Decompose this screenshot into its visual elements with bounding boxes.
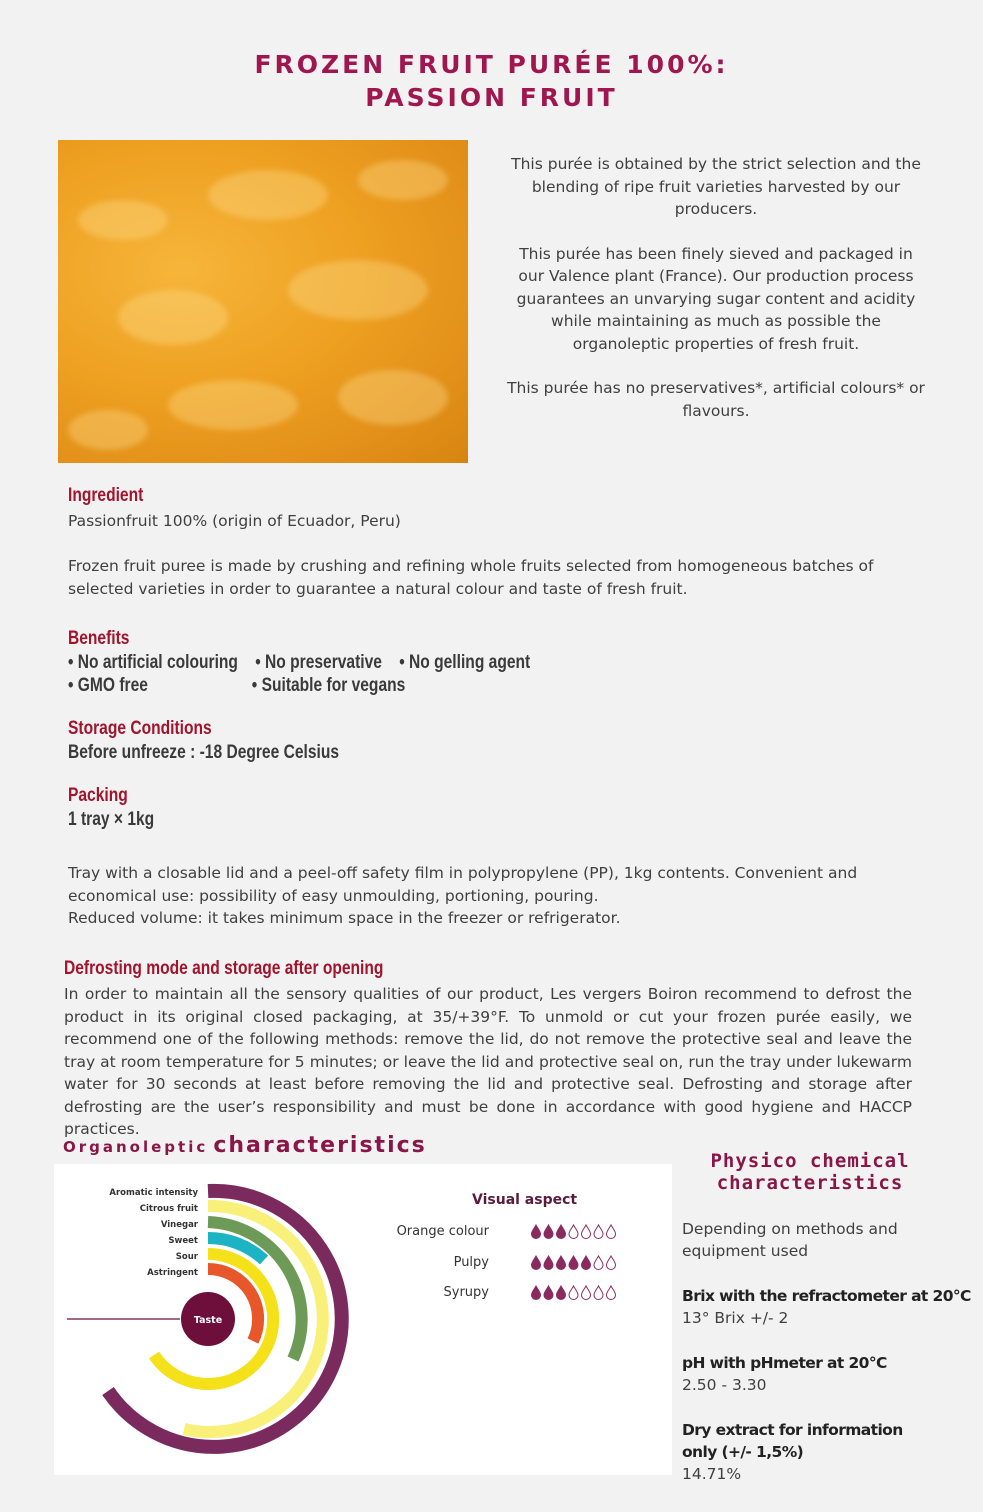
taste-label-sour: Sour	[175, 1252, 198, 1262]
physico-heading-line-1: Physico chemical	[710, 1150, 910, 1172]
title-line-1: FROZEN FRUIT PURÉE 100%:	[254, 50, 729, 79]
packing-description-2: Reduced volume: it takes minimum space in the freezer or refrigerator.	[68, 909, 621, 927]
physico-heading-line-2: characteristics	[716, 1172, 904, 1194]
drop-empty-icon	[582, 1286, 591, 1300]
brix-value: 13° Brix +/- 2	[682, 1309, 789, 1327]
organoleptic-heading-small: Organoleptic	[63, 1138, 209, 1156]
drop-empty-icon	[607, 1225, 616, 1239]
visual-row-orange-colour	[384, 1222, 624, 1242]
dry-extract-label: Dry extract for information only (+/- 1,5%)	[682, 1421, 903, 1461]
taste-label-astringent: Astringent	[147, 1268, 198, 1278]
packing-line: 1 tray × 1kg	[68, 809, 155, 830]
defrosting-heading: Defrosting mode and storage after opening	[64, 958, 384, 979]
organoleptic-heading	[63, 1133, 427, 1158]
benefits-row-2: • GMO free • Suitable for vegans	[68, 675, 406, 696]
drop-empty-icon	[569, 1225, 578, 1239]
drop-empty-icon	[569, 1286, 578, 1300]
organoleptic-chart	[54, 1164, 672, 1475]
taste-label-vinegar: Vinegar	[160, 1220, 198, 1230]
drop-filled-icon	[532, 1286, 541, 1299]
physico-chemical-heading	[700, 1150, 920, 1194]
packing-heading: Packing	[68, 785, 128, 806]
visual-row-pulpy	[384, 1253, 624, 1273]
ph-value: 2.50 - 3.30	[682, 1376, 767, 1394]
drop-empty-icon	[607, 1286, 616, 1300]
drop-filled-icon	[569, 1256, 578, 1270]
drop-filled-icon	[557, 1286, 566, 1300]
visual-row-syrupy	[384, 1283, 624, 1303]
drop-rating	[530, 1222, 620, 1242]
benefits-row-1: • No artificial colouring • No preservative • No gelling agent	[68, 652, 531, 673]
drop-filled-icon	[544, 1256, 553, 1270]
ingredient-description: Frozen fruit puree is made by crushing and refining whole fruits selected from homogeneous batches of selected varieties in order to guarantee a natural colour and taste of fresh fruit.	[68, 557, 874, 598]
visual-aspect-heading: Visual aspect	[472, 1192, 578, 1208]
taste-label-sweet: Sweet	[168, 1236, 198, 1246]
drop-filled-icon	[544, 1286, 553, 1300]
brix-label: Brix with the refractometer at 20°C	[682, 1287, 971, 1305]
drop-filled-icon	[544, 1225, 553, 1239]
defrosting-text: In order to maintain all the sensory qualities of our product, Les vergers Boiron recommend to defrost the product in its original closed packaging, at 35/+39°F. To unmold or cut your frozen purée easily, we recommend one of the following methods: remove the lid, do not remove the protective seal and leave the tray at room temperature for 5 minutes; or leave the lid and protective seal on, run the tray under lukewarm water for 30 seconds at least before removing the lid and protective seal. Defrosting and storage after defrosting are the user’s responsibility and must be done in accordance with good hygiene and HACCP practices.	[64, 985, 912, 1138]
visual-label: Pulpy	[453, 1255, 489, 1270]
drop-filled-icon	[532, 1225, 541, 1238]
drop-filled-icon	[557, 1256, 566, 1270]
drop-empty-icon	[594, 1256, 603, 1270]
storage-line: Before unfreeze : -18 Degree Celsius	[68, 742, 340, 763]
page-title	[0, 48, 983, 114]
taste-label-aromatic-intensity: Aromatic intensity	[109, 1188, 198, 1198]
intro-paragraph-1: This purée is obtained by the strict selection and the blending of ripe fruit varieties harvested by our producers.	[511, 155, 921, 218]
title-line-2: PASSION FRUIT	[365, 83, 618, 112]
ingredient-line: Passionfruit 100% (origin of Ecuador, Peru)	[68, 512, 401, 530]
visual-label: Orange colour	[396, 1224, 489, 1239]
storage-heading: Storage Conditions	[68, 718, 212, 739]
drop-filled-icon	[557, 1225, 566, 1239]
intro-paragraph-2: This purée has been finely sieved and packaged in our Valence plant (France). Our production process guarantees an unvarying sugar content and acidity while maintaining as much as possible the organoleptic properties of fresh fruit.	[516, 244, 916, 353]
drop-filled-icon	[582, 1256, 591, 1270]
ingredient-heading: Ingredient	[68, 485, 144, 506]
passion-fruit-puree-photo	[58, 140, 468, 463]
intro-text	[505, 153, 927, 444]
intro-paragraph-3: This purée has no preservatives*, artificial colours* or flavours.	[507, 379, 925, 420]
benefits-heading: Benefits	[68, 628, 130, 649]
dry-extract-value: 14.71%	[682, 1465, 742, 1483]
drop-rating	[530, 1253, 620, 1273]
drop-empty-icon	[582, 1225, 591, 1239]
drop-filled-icon	[532, 1256, 541, 1269]
drop-empty-icon	[594, 1225, 603, 1239]
drop-empty-icon	[594, 1286, 603, 1300]
taste-label-citrous-fruit: Citrous fruit	[139, 1204, 198, 1214]
taste-center-label: Taste	[193, 1315, 223, 1326]
ph-label: pH with pHmeter at 20°C	[682, 1354, 887, 1372]
packing-description-1: Tray with a closable lid and a peel-off safety film in polypropylene (PP), 1kg contents. Convenient and economical use: possibility of easy unmoulding, portioning, pouring.	[68, 864, 858, 905]
drop-rating	[530, 1283, 620, 1303]
visual-label: Syrupy	[443, 1285, 489, 1300]
physico-note: Depending on methods and equipment used	[682, 1220, 898, 1260]
organoleptic-heading-big: characteristics	[213, 1133, 427, 1158]
drop-empty-icon	[607, 1256, 616, 1270]
